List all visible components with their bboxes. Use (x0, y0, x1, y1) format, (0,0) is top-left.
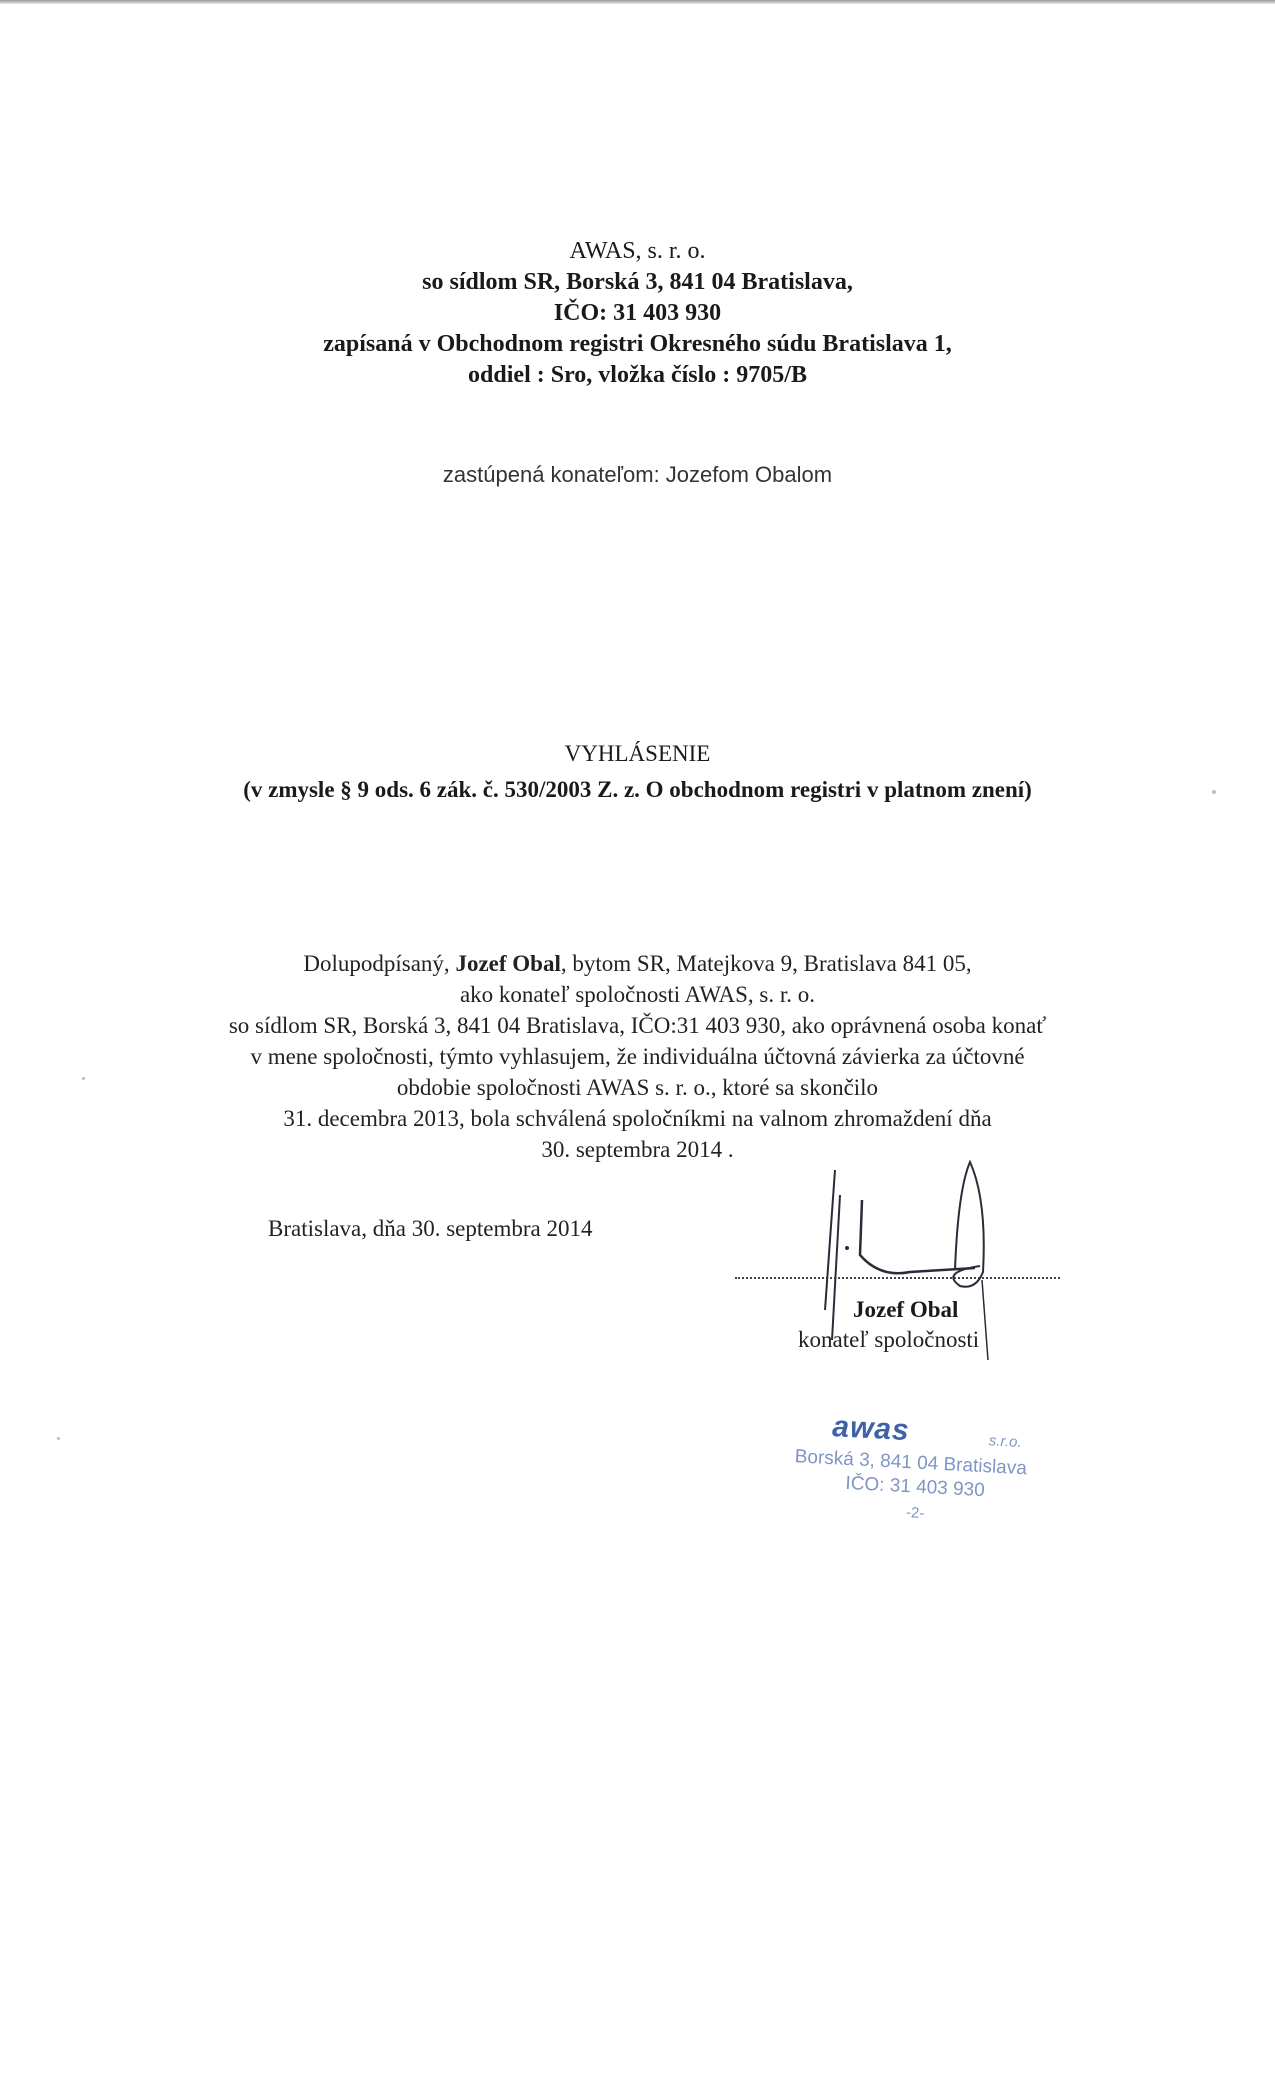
body-line: 30. septembra 2014 . (541, 1137, 734, 1162)
declarant-name: Jozef Obal (455, 951, 561, 976)
stamp-logo: awas (831, 1410, 911, 1448)
company-header (0, 236, 1275, 391)
stamp-sro: s.r.o. (988, 1432, 1023, 1452)
document-title (0, 736, 1275, 808)
stamp-ico: IČO: 31 403 930 (844, 1472, 986, 1502)
company-seat: so sídlom SR, Borská 3, 841 04 Bratislava, (422, 269, 853, 295)
scan-edge (0, 0, 1275, 4)
body-line: obdobie spoločnosti AWAS s. r. o., ktoré sa skončilo (396, 1075, 879, 1100)
place-and-date: Bratislava, dňa 30. septembra 2014 (268, 1216, 593, 1241)
company-name: AWAS, s. r. o. (569, 238, 706, 264)
scan-speck (1212, 790, 1216, 794)
signatory-name: Jozef Obal (853, 1297, 959, 1322)
intro-suffix: , bytom SR, Matejkova 9, Bratislava 841 05, (560, 951, 972, 976)
stamp-number: -2- (905, 1504, 925, 1523)
title-subheading: (v zmysle § 9 ods. 6 zák. č. 530/2003 Z. z. O obchodnom registri v platnom znení) (243, 777, 1032, 802)
company-register: zapísaná v Obchodnom registri Okresného súdu Bratislava 1, (323, 331, 952, 357)
body-line: ako konateľ spoločnosti AWAS, s. r. o. (459, 982, 816, 1007)
body-line: v mene spoločnosti, týmto vyhlasujem, že individuálna účtovná závierka za účtovné (250, 1044, 1025, 1069)
declaration-body (180, 948, 1095, 1165)
title-heading: VYHLÁSENIE (564, 741, 711, 766)
stamp-address: Borská 3, 841 04 Bratislava (794, 1446, 1028, 1480)
body-line: 31. decembra 2013, bola schválená spoločníkmi na valnom zhromaždení dňa (283, 1106, 992, 1131)
representative-line: zastúpená konateľom: Jozefom Obalom (442, 462, 833, 487)
company-section: oddiel : Sro, vložka číslo : 9705/B (468, 362, 807, 388)
body-line: so sídlom SR, Borská 3, 841 04 Bratislava, IČO:31 403 930, ako oprávnená osoba konať (228, 1013, 1047, 1038)
scan-speck (82, 1077, 85, 1080)
company-stamp (777, 1407, 1073, 1542)
body-line-intro (180, 948, 1095, 979)
signatory-role: konateľ spoločnosti (798, 1327, 980, 1352)
intro-prefix: Dolupodpísaný, (303, 951, 456, 976)
company-ico: IČO: 31 403 930 (553, 300, 722, 326)
scan-speck (57, 1437, 60, 1440)
